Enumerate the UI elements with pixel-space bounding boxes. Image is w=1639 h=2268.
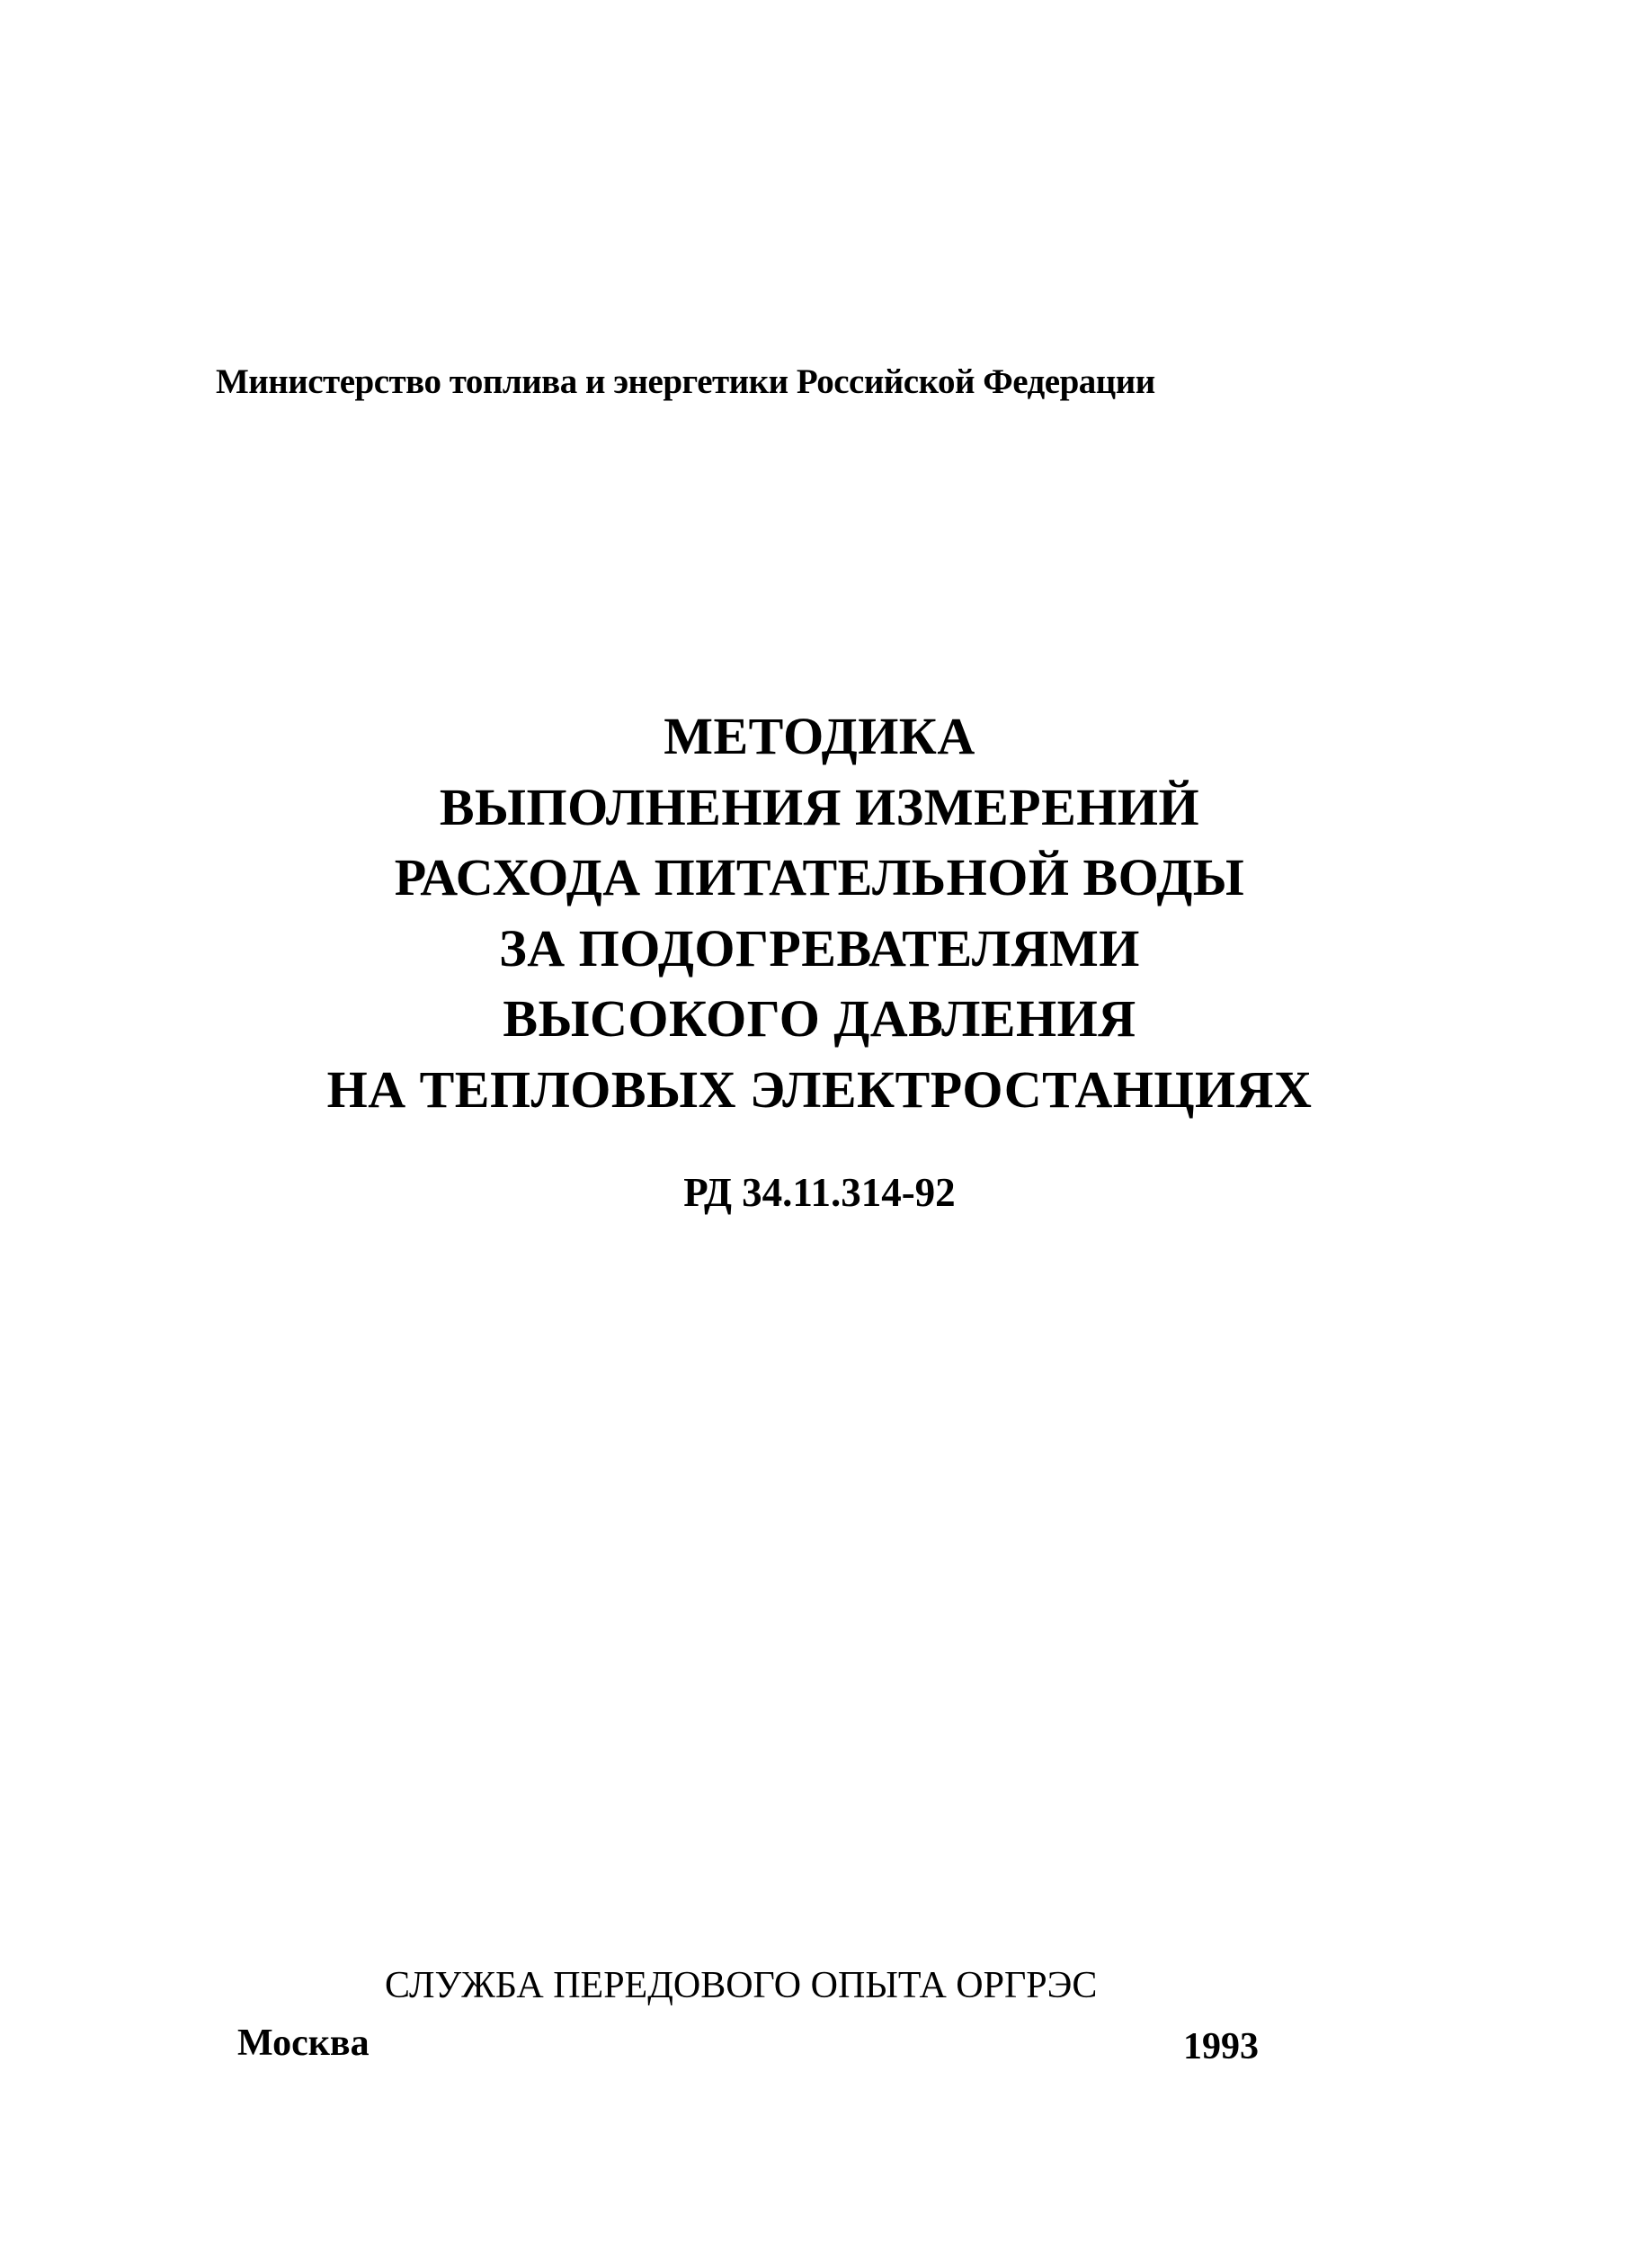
- title-line: НА ТЕПЛОВЫХ ЭЛЕКТРОСТАНЦИЯХ: [326, 1059, 1313, 1119]
- title-line: РАСХОДА ПИТАТЕЛЬНОЙ ВОДЫ: [394, 848, 1245, 906]
- publication-city: Москва: [237, 2022, 370, 2064]
- document-code: РД 34.11.314-92: [683, 1170, 956, 1215]
- publisher-name: СЛУЖБА ПЕРЕДОВОГО ОПЫТА ОРГРЭС: [385, 1965, 1098, 2006]
- title-line: ЗА ПОДОГРЕВАТЕЛЯМИ: [499, 918, 1140, 978]
- title-line: МЕТОДИКА: [664, 707, 975, 765]
- ministry-header: Министерство топлива и энергетики Российской Федерации: [216, 362, 1155, 401]
- document-title: [0, 701, 1639, 1125]
- title-line: ВЫСОКОГО ДАВЛЕНИЯ: [503, 989, 1136, 1048]
- publication-year: 1993: [1183, 2026, 1259, 2067]
- title-line: ВЫПОЛНЕНИЯ ИЗМЕРЕНИЙ: [439, 777, 1200, 836]
